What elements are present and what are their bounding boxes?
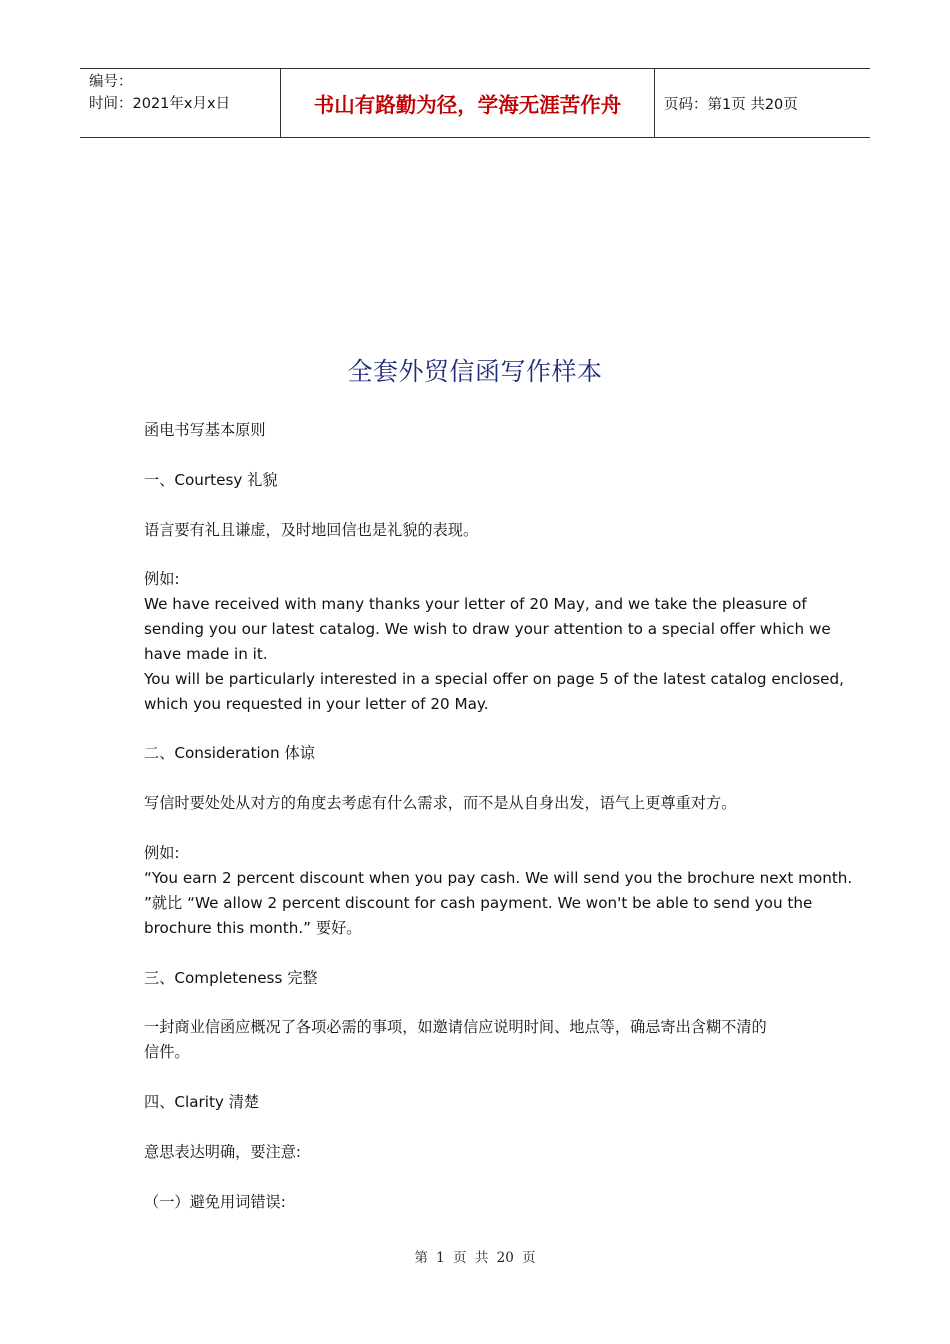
example-line: You will be particularly interested in a special offer on page 5 of the latest catalog enclosed,: [144, 670, 844, 688]
example-line: We have received with many thanks your letter of 20 May, and we take the pleasure of: [144, 595, 807, 613]
header-motto: 书山有路勤为径，学海无涯苦作舟: [281, 69, 655, 137]
example-line: have made in it.: [144, 645, 268, 663]
section-heading-principles: 函电书写基本原则: [144, 421, 266, 439]
example-label: 例如:: [144, 844, 180, 862]
page-footer: 第 1 页 共 20 页: [414, 1250, 536, 1266]
example-line: brochure this month.” 要好。: [144, 919, 362, 937]
example-label: 例如:: [144, 570, 180, 588]
date-label: 时间：2021年x月x日: [89, 96, 231, 112]
example-line: which you requested in your letter of 20 May.: [144, 695, 489, 713]
clarity-subheading: （一）避免用词错误:: [144, 1193, 286, 1211]
consideration-description: 写信时要处处从对方的角度去考虑有什么需求，而不是从自身出发，语气上更尊重对方。: [144, 794, 737, 812]
heading-clarity: 四、Clarity 清楚: [144, 1093, 260, 1111]
heading-consideration: 二、Consideration 体谅: [144, 744, 315, 762]
serial-number-label: 编号：: [89, 74, 133, 90]
header-meta: [80, 69, 281, 137]
document-header: [80, 68, 870, 138]
clarity-description: 意思表达明确，要注意:: [144, 1143, 301, 1161]
document-title: 全套外贸信函写作样本: [347, 357, 603, 386]
example-line: ”就比 “We allow 2 percent discount for cash payment. We won't be able to send you the: [144, 894, 813, 912]
heading-courtesy: 一、Courtesy 礼貌: [144, 471, 278, 489]
example-line: “You earn 2 percent discount when you pay cash. We will send you the brochure next month.: [144, 869, 853, 887]
completeness-description: 信件。: [144, 1043, 190, 1061]
heading-completeness: 三、Completeness 完整: [144, 969, 318, 987]
courtesy-description: 语言要有礼且谦虚，及时地回信也是礼貌的表现。: [144, 521, 479, 539]
example-line: sending you our latest catalog. We wish to draw your attention to a special offer which we: [144, 620, 831, 638]
header-page-info: 页码：第1页 共20页: [664, 96, 798, 113]
completeness-description: 一封商业信函应概况了各项必需的事项，如邀请信应说明时间、地点等，确忌寄出含糊不清的: [144, 1018, 767, 1036]
